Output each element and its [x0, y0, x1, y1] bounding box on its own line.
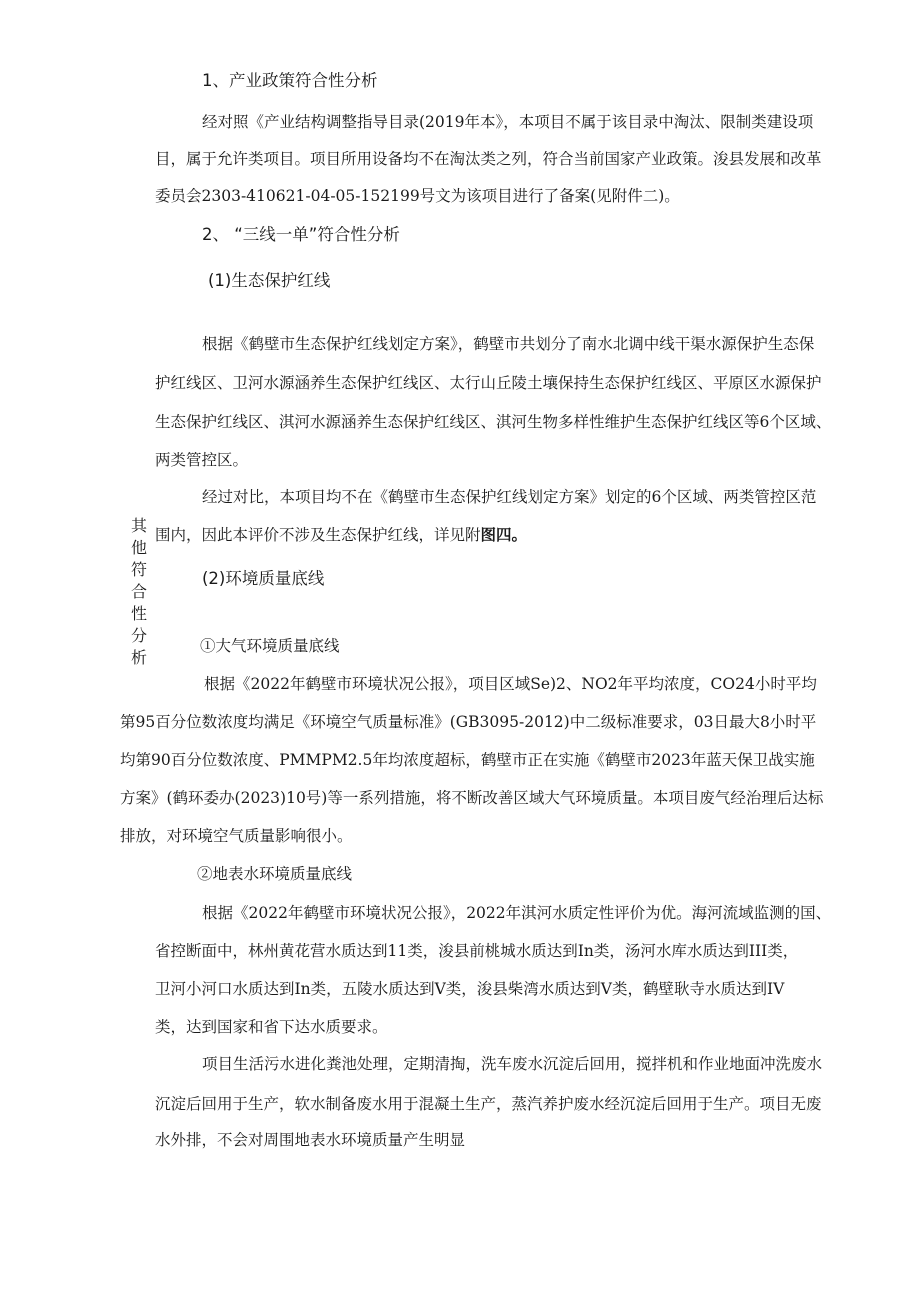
eco-para1-line-1: 根据《鹤壁市生态保护红线划定方案》，鹤壁市共划分了南水北调中线干渠水源保护生态保	[202, 335, 815, 353]
water-heading: ②地表水环境质量底线	[197, 865, 353, 883]
water-para1-line-2: 省控断面中，林州黄花营水质达到11类，浚县前桃城水质达到In类，汤河水库水质达到III类，	[155, 942, 799, 960]
air-line-3: 均第90百分位数浓度、PMMPM2.5年均浓度超标，鹤壁市正在实施《鹤壁市2023年蓝天保卫战实施	[120, 751, 815, 769]
air-heading: ①大气环境质量底线	[200, 637, 340, 655]
air-line-2: 第95百分位数浓度均满足《环境空气质量标准》(GB3095-2012)中二级标准要求，03日最大8小时平	[120, 713, 817, 731]
eco-para1-line-3: 生态保护红线区、淇河水源涵养生态保护红线区、淇河生物多样性维护生态保护红线区等6个区域、	[155, 413, 832, 431]
eco-para1-line-4: 两类管控区。	[155, 451, 249, 469]
eco-para1-line-2: 护红线区、卫河水源涵养生态保护红线区、太行山丘陵土壤保持生态保护红线区、平原区水源保护	[155, 374, 822, 392]
water-para1-line-4: 类，达到国家和省下达水质要求。	[155, 1018, 388, 1036]
water-para1-line-1: 根据《2022年鹤壁市环境状况公报》，2022年淇河水质定性评价为优。海河流域监测的国、	[202, 904, 832, 922]
air-line-5: 排放，对环境空气质量影响很小。	[120, 827, 353, 845]
sec1-line-3: 委员会2303-410621-04-05-152199号文为该项目进行了备案(见附件二)。	[155, 187, 680, 205]
water-para2-line-3: 水外排，不会对周围地表水环境质量产生明显	[155, 1131, 466, 1149]
subsection-2-heading: (2)环境质量底线	[202, 569, 325, 588]
water-para2-line-1: 项目生活污水进化粪池处理，定期清掏，洗车废水沉淀后回用，搅拌机和作业地面冲洗废水	[202, 1055, 823, 1073]
section-2-heading: 2、 “三线一单”符合性分析	[202, 225, 400, 244]
sec1-line-2: 目，属于允许类项目。项目所用设备均不在淘汰类之列，符合当前国家产业政策。浚县发展和改革	[155, 150, 822, 168]
eco-para2-line-1: 经过对比，本项目均不在《鹤壁市生态保护红线划定方案》划定的6个区域、两类管控区范	[202, 488, 817, 506]
water-para2-line-2: 沉淀后回用于生产，软水制备废水用于混凝土生产，蒸汽养护废水经沉淀后回用于生产。项目无废	[155, 1095, 822, 1113]
water-para1-line-3: 卫河小河口水质达到In类，五陵水质达到V类，浚县柴湾水质达到V类，鹤壁耿寺水质达到IV	[155, 980, 785, 998]
eco-para2-text: 围内，因此本评价不涉及生态保护红线，详见附	[155, 526, 481, 544]
eco-para2-line-2	[155, 525, 527, 545]
sec1-line-1: 经对照《产业结构调整指导目录(2019年本》，本项目不属于该目录中淘汰、限制类建设项	[202, 113, 814, 131]
air-line-4: 方案》(鹤环委办(2023)10号)等一系列措施，将不断改善区域大气环境质量。本项目废气经治理后达标	[120, 789, 824, 807]
side-label: 其他符合性分析	[130, 516, 147, 667]
air-line-1: 根据《2022年鹤壁市环境状况公报》，项目区域Se)2、NO2年平均浓度，CO24小时平均	[204, 675, 817, 693]
section-1-heading: 1、产业政策符合性分析	[202, 71, 378, 90]
figure-reference: 图四。	[480, 526, 528, 544]
subsection-1-heading: (1)生态保护红线	[208, 271, 331, 290]
